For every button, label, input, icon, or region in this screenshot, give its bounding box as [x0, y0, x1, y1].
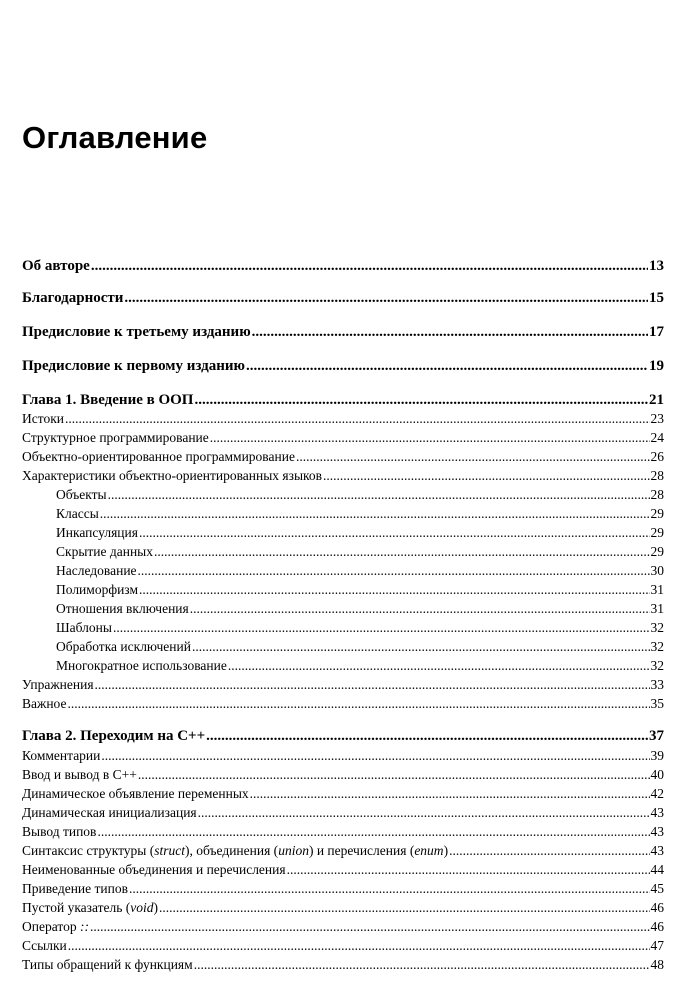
toc-entry-scope-operator[interactable]: [22, 918, 664, 936]
toc-entry-page: 46: [650, 919, 664, 934]
toc-entry-label: Объекты: [56, 487, 107, 502]
toc-entry-page: 28: [650, 468, 664, 483]
toc-entry-struct-union-enum[interactable]: [22, 842, 664, 860]
toc-entry-oo-characteristics[interactable]: [22, 467, 664, 485]
toc-entry-oop[interactable]: [22, 448, 664, 466]
toc-entry-page: 23: [650, 411, 664, 426]
leader-dots: [65, 410, 650, 428]
toc-entry-preface-first[interactable]: [22, 357, 664, 375]
leader-dots: [194, 391, 648, 409]
leader-dots: [100, 505, 650, 523]
toc-entry-important[interactable]: [22, 695, 664, 713]
toc-entry-label: Объектно-ориентированное программирование: [22, 449, 295, 464]
toc-entry-label: Наследование: [56, 563, 137, 578]
toc-entry-preface-third[interactable]: [22, 323, 664, 341]
leader-dots: [101, 747, 649, 765]
toc-entry-page: 37: [649, 728, 664, 744]
toc-entry-page: 43: [650, 805, 664, 820]
toc-entry-templates[interactable]: [22, 619, 664, 637]
table-of-contents: [22, 0, 664, 1001]
toc-entry-page: 28: [650, 487, 664, 502]
toc-entry-objects[interactable]: [22, 486, 664, 504]
toc-entry-page: 44: [650, 862, 664, 877]
toc-entry-page: 29: [650, 525, 664, 540]
leader-dots: [190, 600, 650, 618]
leader-dots: [108, 486, 650, 504]
toc-entry-page: 32: [650, 620, 664, 635]
leader-dots: [210, 429, 650, 447]
toc-entry-label: Характеристики объектно-ориентированных языков: [22, 468, 323, 483]
toc-entry-label: Ввод и вывод в С++: [22, 767, 137, 782]
toc-entry-label: Шаблоны: [56, 620, 112, 635]
toc-entry-label: Многократное использование: [56, 658, 227, 673]
toc-entry-page: 29: [650, 506, 664, 521]
leader-dots: [91, 257, 648, 275]
toc-entry-call-types[interactable]: [22, 956, 664, 974]
toc-entry-chapter-2[interactable]: [22, 727, 664, 745]
leader-dots: [138, 562, 650, 580]
toc-entry-page: 31: [650, 582, 664, 597]
toc-entry-page: 31: [650, 601, 664, 616]
leader-dots: [159, 899, 649, 917]
toc-entry-label: Оператор ::: [22, 919, 89, 934]
toc-entry-page: 15: [649, 290, 664, 306]
toc-entry-page: 40: [650, 767, 664, 782]
toc-entry-page: 24: [650, 430, 664, 445]
toc-entry-label: Пустой указатель (void): [22, 900, 159, 915]
toc-entry-page: 42: [650, 786, 664, 801]
leader-dots: [250, 785, 650, 803]
toc-entry-page: 48: [650, 957, 664, 972]
toc-entry-page: 32: [650, 639, 664, 654]
leader-dots: [287, 861, 650, 879]
toc-entry-label: Комментарии: [22, 748, 101, 763]
toc-entry-page: 43: [650, 824, 664, 839]
toc-entry-label: Вывод типов: [22, 824, 97, 839]
leader-dots: [449, 842, 649, 860]
toc-entry-label: Неименованные объединения и перечисления: [22, 862, 286, 877]
toc-entry-page: 39: [650, 748, 664, 763]
toc-entry-label: Глава 1. Введение в ООП: [22, 392, 194, 408]
toc-entry-reuse[interactable]: [22, 657, 664, 675]
toc-entry-label: Обработка исключений: [56, 639, 191, 654]
toc-entry-label: Предисловие к первому изданию: [22, 358, 246, 374]
leader-dots: [228, 657, 650, 675]
leader-dots: [138, 766, 650, 784]
leader-dots: [154, 543, 649, 561]
toc-entry-acknowledgements[interactable]: [22, 289, 664, 307]
toc-entry-label: Упражнения: [22, 677, 94, 692]
leader-dots: [252, 323, 648, 341]
leader-dots: [206, 727, 648, 745]
toc-entry-references[interactable]: [22, 937, 664, 955]
toc-entry-origins[interactable]: [22, 410, 664, 428]
toc-entry-page: 21: [649, 392, 664, 408]
toc-entry-label: Инкапсуляция: [56, 525, 138, 540]
toc-entry-classes[interactable]: [22, 505, 664, 523]
toc-entry-label: Приведение типов: [22, 881, 128, 896]
toc-entry-page: 46: [650, 900, 664, 915]
toc-entry-page: 26: [650, 449, 664, 464]
toc-entry-page: 33: [650, 677, 664, 692]
leader-dots: [97, 823, 649, 841]
toc-entry-label: Истоки: [22, 411, 64, 426]
toc-entry-page: 35: [650, 696, 664, 711]
toc-entry-label: Об авторе: [22, 258, 90, 274]
toc-entry-anonymous[interactable]: [22, 861, 664, 879]
leader-dots: [90, 918, 650, 936]
toc-entry-page: 47: [650, 938, 664, 953]
leader-dots: [68, 937, 650, 955]
leader-dots: [323, 467, 649, 485]
page-title: Оглавление: [22, 120, 208, 155]
toc-entry-inheritance[interactable]: [22, 562, 664, 580]
toc-entry-void-pointer[interactable]: [22, 899, 664, 917]
toc-entry-comments[interactable]: [22, 747, 664, 765]
toc-entry-polymorphism[interactable]: [22, 581, 664, 599]
toc-entry-page: 29: [650, 544, 664, 559]
leader-dots: [192, 638, 650, 656]
leader-dots: [296, 448, 650, 466]
leader-dots: [139, 581, 650, 599]
toc-entry-label: Скрытие данных: [56, 544, 154, 559]
toc-entry-label: Отношения включения: [56, 601, 189, 616]
leader-dots: [198, 804, 650, 822]
toc-entry-label: Структурное программирование: [22, 430, 209, 445]
toc-entry-label: Предисловие к третьему изданию: [22, 324, 251, 340]
toc-entry-page: 43: [650, 843, 664, 858]
toc-entry-dynamic-declaration[interactable]: [22, 785, 664, 803]
toc-entry-data-hiding[interactable]: [22, 543, 664, 561]
toc-entry-label: Благодарности: [22, 290, 124, 306]
toc-entry-structured-programming[interactable]: [22, 429, 664, 447]
toc-entry-dynamic-init[interactable]: [22, 804, 664, 822]
toc-entry-type-inference[interactable]: [22, 823, 664, 841]
toc-entry-label: Важное: [22, 696, 67, 711]
toc-entry-label: Глава 2. Переходим на С++: [22, 728, 206, 744]
toc-entry-exceptions[interactable]: [22, 638, 664, 656]
toc-entry-page: 30: [650, 563, 664, 578]
toc-entry-type-casting[interactable]: [22, 880, 664, 898]
toc-entry-label: Динамическое объявление переменных: [22, 786, 249, 801]
leader-dots: [124, 289, 648, 307]
toc-entry-label: Типы обращений к функциям: [22, 957, 193, 972]
toc-entry-chapter-1[interactable]: [22, 391, 664, 409]
toc-entry-composition[interactable]: [22, 600, 664, 618]
leader-dots: [194, 956, 650, 974]
toc-entry-label: Динамическая инициализация: [22, 805, 197, 820]
leader-dots: [246, 357, 648, 375]
toc-entry-label: Классы: [56, 506, 99, 521]
toc-entry-page: 45: [650, 881, 664, 896]
toc-entry-page: 19: [649, 358, 664, 374]
toc-entry-page: 17: [649, 324, 664, 340]
toc-entry-label: Полиморфизм: [56, 582, 138, 597]
toc-entry-io[interactable]: [22, 766, 664, 784]
toc-entry-exercises[interactable]: [22, 676, 664, 694]
toc-entry-page: 32: [650, 658, 664, 673]
leader-dots: [95, 676, 650, 694]
toc-entry-encapsulation[interactable]: [22, 524, 664, 542]
leader-dots: [67, 695, 649, 713]
toc-entry-label: Синтаксис структуры (struct), объединения (union) и перечисления (enum): [22, 843, 449, 858]
leader-dots: [129, 880, 650, 898]
toc-entry-page: 13: [649, 258, 664, 274]
leader-dots: [113, 619, 650, 637]
toc-entry-label: Ссылки: [22, 938, 67, 953]
leader-dots: [139, 524, 650, 542]
toc-entry-about-author[interactable]: [22, 257, 664, 275]
